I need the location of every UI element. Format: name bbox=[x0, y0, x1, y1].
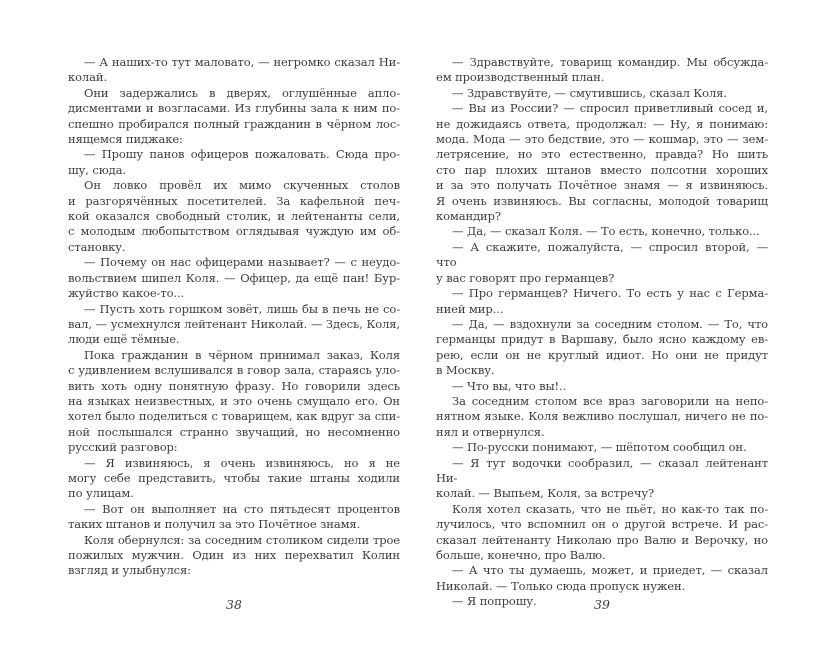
paragraph bbox=[436, 456, 768, 502]
text-line: — Здравствуйте, товарищ командир. Мы обсужда- bbox=[452, 55, 768, 69]
text-line: Я очень извиняюсь. Вы согласны, молодой товарищ bbox=[436, 193, 768, 208]
text-line: — Что вы, что вы!.. bbox=[452, 378, 567, 393]
text-line: шу, сюда. bbox=[68, 162, 126, 177]
paragraph bbox=[68, 178, 400, 255]
text-line: лучилось, что вспомнил он о другой встрече. И рас- bbox=[436, 517, 768, 532]
paragraph bbox=[436, 224, 768, 239]
text-line: — Я извиняюсь, я очень извиняюсь, но я не bbox=[84, 455, 400, 470]
text-line: мода. Мода — это бедствие, это — кошмар, это — зем- bbox=[436, 132, 768, 147]
text-line: — Здравствуйте, — смутившись, сказал Коля. bbox=[452, 85, 727, 100]
text-line: русский разговор: bbox=[68, 440, 178, 455]
text-line: нящемся пиджаке: bbox=[68, 132, 183, 147]
text-line: взгляд и улыбнулся: bbox=[68, 563, 191, 578]
text-line: — А скажите, пожалуйста, — спросил второй, — что bbox=[436, 239, 768, 270]
text-line: на языках неизвестных, и это очень смущало его. Он bbox=[68, 393, 400, 408]
paragraph bbox=[436, 379, 768, 394]
text-line: Николай. — Только сюда пропуск нужен. bbox=[436, 578, 686, 593]
paragraph bbox=[68, 302, 400, 348]
text-line: и разгорячённых посетителей. За кафельной печ- bbox=[68, 193, 400, 208]
text-line: — А что ты думаешь, может, и приедет, — сказал bbox=[452, 563, 768, 578]
text-line: колай. bbox=[68, 70, 107, 85]
text-line: не дожидаясь ответа, продолжал: — Ну, я понимаю: bbox=[436, 116, 768, 131]
text-line: — Да, — вздохнули за соседним столом. — То, что bbox=[452, 316, 768, 331]
text-line: — Вы из России? — спросил приветливый сосед и, bbox=[452, 101, 768, 116]
page-number-right: 39 bbox=[594, 597, 610, 612]
text-line: — Прошу панов офицеров пожаловать. Сюда про- bbox=[84, 147, 400, 162]
text-line: дисментами и возгласами. Из глубины зала к ним по- bbox=[68, 101, 400, 116]
text-line: у вас говорят про германцев? bbox=[436, 270, 615, 285]
paragraph bbox=[68, 348, 400, 456]
text-line: по улицам. bbox=[68, 486, 134, 501]
text-line: сто пар плохих штанов вместо полсотни хороших bbox=[436, 162, 768, 177]
text-line: таких штанов и получил за это Почётное знамя. bbox=[68, 517, 361, 532]
text-line: германцы придут в Варшаву, было ясно каждому ев- bbox=[436, 332, 768, 347]
text-line: ем производственный план. bbox=[436, 70, 605, 85]
text-line: — Я попрошу. bbox=[452, 594, 537, 609]
paragraph bbox=[436, 563, 768, 594]
text-line: пожилых мужчин. Один из них перехватил Колин bbox=[68, 548, 400, 562]
paragraph bbox=[436, 440, 768, 455]
page-left-text-block bbox=[68, 55, 400, 579]
text-line: командир? bbox=[436, 209, 501, 224]
paragraph bbox=[436, 317, 768, 379]
text-line: больше, конечно, про Валю. bbox=[436, 548, 606, 562]
paragraph bbox=[436, 502, 768, 564]
text-line: ной послышался странно звучащий, но несомненно bbox=[68, 424, 400, 439]
page-number-left: 38 bbox=[226, 597, 242, 612]
text-line: — А наших-то тут маловато, — негромко сказал Ни- bbox=[84, 55, 400, 69]
paragraph bbox=[68, 86, 400, 148]
text-line: Он ловко провёл их мимо скученных столов bbox=[84, 178, 400, 193]
paragraph bbox=[436, 394, 768, 440]
text-line: — Пусть хоть горшком зовёт, лишь бы в печь не со- bbox=[84, 301, 400, 316]
text-line: вить хоть одну понятную фразу. Но говорили здесь bbox=[68, 378, 400, 393]
text-line: могу себе представить, чтобы такие штаны ходили bbox=[68, 470, 400, 485]
text-line: рею, если он не круглый идиот. Но они не придут bbox=[436, 347, 768, 362]
text-line: вольствием шипел Коля. — Офицер, да ещё пан! Бур- bbox=[68, 270, 400, 285]
text-line: Они задержались в дверях, оглушённые апло- bbox=[84, 85, 400, 100]
text-line: — По-русски понимают, — шёпотом сообщил он. bbox=[452, 440, 747, 455]
text-line: — Вот он выполняет на сто пятьдесят процентов bbox=[84, 501, 400, 516]
text-line: спешно пробирался полный гражданин в чёрном лос- bbox=[68, 116, 400, 131]
text-line: кой оказался свободный столик, и лейтенанты сели, bbox=[68, 209, 400, 224]
text-line: нией мир... bbox=[436, 301, 504, 316]
text-line: с молодым любопытством оглядывая чуждую им об- bbox=[68, 224, 400, 239]
paragraph bbox=[436, 86, 768, 101]
text-line: нял и отвернулся. bbox=[436, 424, 545, 439]
paragraph bbox=[68, 533, 400, 579]
text-line: вал, — усмехнулся лейтенант Николай. — Здесь, Коля, bbox=[68, 316, 400, 331]
text-line: — Почему он нас офицерами называет? — с неудо- bbox=[84, 255, 400, 270]
text-line: жуйство какое-то... bbox=[68, 286, 185, 301]
text-line: За соседним столом все враз заговорили на непо- bbox=[452, 393, 768, 408]
paragraph bbox=[68, 55, 400, 86]
paragraph bbox=[68, 502, 400, 533]
paragraph bbox=[436, 240, 768, 286]
paragraph bbox=[68, 255, 400, 301]
paragraph bbox=[436, 286, 768, 317]
paragraph bbox=[68, 456, 400, 502]
text-line: с удивлением вслушивался в говор зала, стараясь уло- bbox=[68, 363, 400, 378]
text-line: и за это получать Почётное знамя — я извиняюсь. bbox=[436, 178, 768, 193]
text-line: Пока гражданин в чёрном принимал заказ, Коля bbox=[84, 347, 400, 362]
text-line: колай. — Выпьем, Коля, за встречу? bbox=[436, 486, 655, 501]
text-line: Коля хотел сказать, что не пьёт, но как-то так по- bbox=[452, 501, 768, 516]
text-line: летрясение, но это естественно, правда? Но шить bbox=[436, 147, 768, 162]
text-line: Коля обернулся: за соседним столиком сидели трое bbox=[84, 532, 400, 547]
text-line: — Я тут водочки сообразил, — сказал лейтенант Ни- bbox=[436, 455, 768, 485]
text-line: в Москву. bbox=[436, 363, 495, 378]
text-line: нятном языке. Коля вежливо послушал, ничего не по- bbox=[436, 409, 768, 424]
text-line: хотел было поделиться с товарищем, как вдруг за спи- bbox=[68, 409, 400, 424]
text-line: — Да, — сказал Коля. — То есть, конечно, только... bbox=[452, 224, 760, 239]
text-line: становку. bbox=[68, 239, 126, 254]
text-line: люди ещё тёмные. bbox=[68, 332, 180, 347]
paragraph bbox=[436, 55, 768, 86]
text-line: сказал лейтенанту Николаю про Валю и Верочку, но bbox=[436, 532, 768, 547]
paragraph bbox=[68, 147, 400, 178]
text-line: — Про германцев? Ничего. То есть у нас с Герма- bbox=[452, 286, 768, 301]
page-right-text-block bbox=[436, 55, 768, 610]
paragraph bbox=[436, 101, 768, 224]
